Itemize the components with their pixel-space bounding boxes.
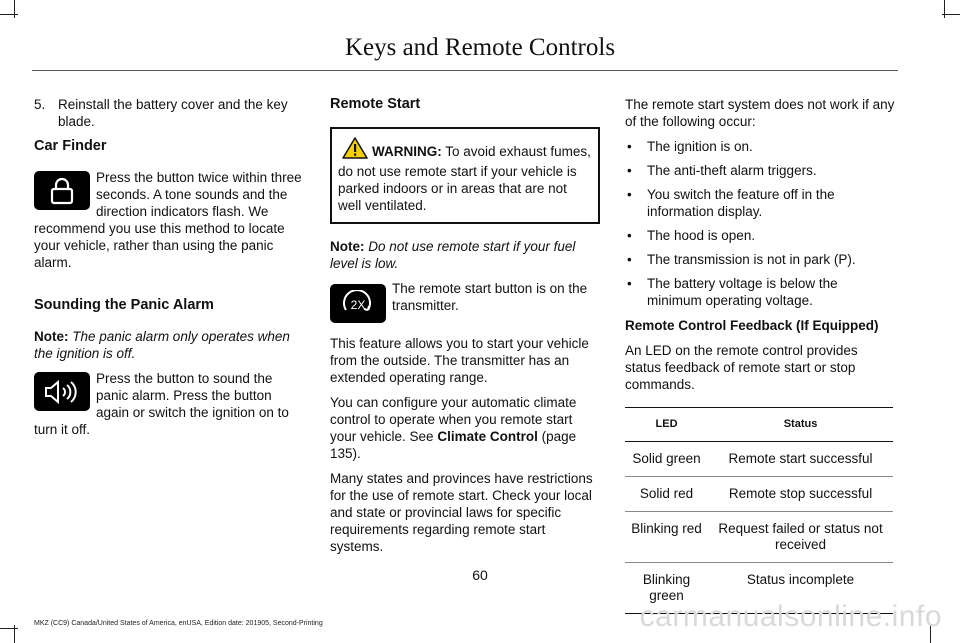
car-finder-text: Press the button twice within three seconds. A tone sounds and the direction indicators flash. We recommend you use this method to locate your vehicle, rather than using the panic alarm. [34, 170, 302, 270]
table-row [625, 477, 893, 512]
icon-2x-label: 2X [350, 297, 366, 312]
conditions-list [625, 138, 895, 309]
panic-note: Note: The panic alarm only operates when the ignition is off. [34, 329, 290, 361]
crop-mark [942, 14, 960, 15]
edition-footer: MKZ (CC9) Canada/United States of America, enUSA, Edition date: 201905, Second-Printing [34, 620, 323, 627]
remote-start-button-text: The remote start button is on the transmitter. [392, 281, 588, 313]
feedback-heading: Remote Control Feedback (If Equipped) [625, 318, 879, 333]
feedback-text: An LED on the remote control provides status feedback of remote start or stop commands. [625, 343, 858, 392]
watermark: carmanualsonline.info [639, 600, 942, 633]
conditions-intro: The remote start system does not work if any of the following occur: [625, 97, 895, 129]
table-cell: Request failed or status not received [708, 512, 893, 563]
page-number: 60 [472, 567, 488, 583]
header-rule [32, 70, 898, 71]
remote-start-2x-icon [330, 284, 386, 323]
car-finder-heading: Car Finder [34, 138, 107, 154]
column-middle [330, 96, 600, 563]
climate-control-link[interactable]: Climate Control [437, 429, 538, 444]
column-right [625, 96, 895, 614]
remote-start-para-1: This feature allows you to start your vehicle from the outside. The transmitter has an extended operating range. [330, 336, 589, 385]
list-item: • The anti-theft alarm triggers. [627, 163, 817, 178]
step-5: 5. Reinstall the battery cover and the key blade. [34, 97, 288, 129]
table-cell: Status incomplete [746, 572, 855, 587]
remote-start-para-2: You can configure your automatic climate control to operate when you remote start your vehicle. See Climate Control (page 135). [330, 395, 577, 461]
remote-start-para-3: Many states and provinces have restrictions for the use of remote start. Check your local and state or provincial laws for specific requirements regarding remote start systems. [330, 471, 593, 554]
warning-icon [342, 137, 368, 163]
horn-icon [34, 372, 90, 411]
list-item: • The battery voltage is below the minimum operating voltage. [627, 276, 838, 308]
list-item: • The hood is open. [627, 228, 756, 243]
panic-text: Press the button to sound the panic alarm. Press the button again or switch the ignition on to turn it off. [34, 371, 289, 437]
table-cell: Remote stop successful [708, 477, 893, 512]
panic-alarm-heading: Sounding the Panic Alarm [34, 297, 214, 313]
table-cell: Blinking green [642, 572, 691, 603]
table-cell: Solid red [625, 477, 708, 512]
fuel-note: Note: Do not use remote start if your fuel level is low. [330, 239, 576, 271]
crop-mark [0, 14, 18, 15]
warning-box: WARNING: To avoid exhaust fumes, do not use remote start if your vehicle is parked indoors or in areas that are not well ventilated. [330, 127, 600, 224]
table-cell: Remote start successful [708, 442, 893, 477]
table-header: Status [708, 408, 893, 442]
list-item: • The transmission is not in park (P). [627, 252, 856, 267]
column-left [34, 96, 304, 446]
crop-mark [944, 0, 945, 18]
table-cell: Blinking red [625, 512, 708, 563]
page-title: Keys and Remote Controls [344, 34, 616, 61]
list-item: • You switch the feature off in the information display. [627, 187, 835, 219]
crop-mark [14, 0, 15, 18]
remote-start-heading: Remote Start [330, 96, 421, 112]
lock-icon [34, 171, 90, 210]
list-item: • The ignition is on. [627, 139, 753, 154]
crop-mark [0, 628, 18, 629]
table-header: LED [625, 408, 708, 442]
table-cell: Solid green [625, 442, 708, 477]
table-header-row [625, 408, 893, 442]
table-row [625, 442, 893, 477]
table-row [625, 512, 893, 563]
